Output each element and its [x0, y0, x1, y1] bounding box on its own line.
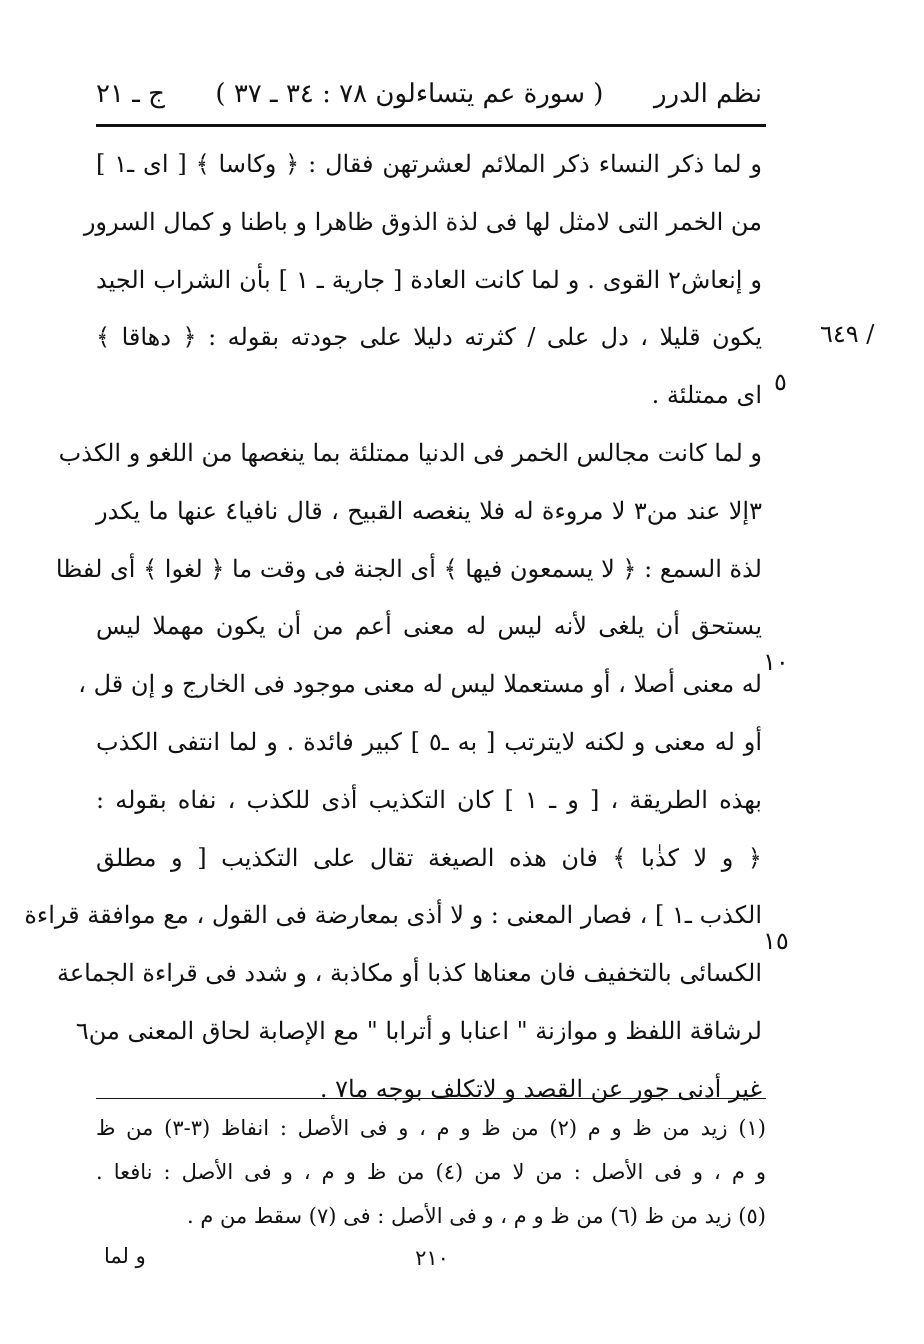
text-line: بهذه الطريقة ، [ و ـ ١ ] كان التكذيب أذى للكذب ، نفاه بقوله :	[96, 785, 762, 814]
text-line: من الخمر التى لامثل لها فى لذة الذوق ظاهرا و باطنا و كمال السرور	[83, 207, 762, 236]
catchword: و لما	[104, 1244, 146, 1268]
text-line: لرشاقة اللفظ و موازنة " اعنابا و أترابا " مع الإصابة لحاق المعنى من٦	[75, 1016, 762, 1045]
footnotes	[96, 1106, 766, 1238]
line-number-15: ١٥	[763, 927, 789, 955]
footnote-line: (٥) زيد من ظ (٦) من ظ و م ، و فى الأصل : فى (٧) سقط من م .	[186, 1204, 766, 1228]
page-number: ٢١٠	[415, 1246, 449, 1270]
header-rule	[96, 124, 766, 127]
volume-number: ج ـ ٢١	[96, 79, 165, 109]
line-number-10: ١٠	[763, 648, 789, 676]
text-line: يكون قليلا ، دل على / كثرته دليلا على جودته بقوله : ﴿ دهاقا ﴾	[96, 323, 762, 352]
footnote-line: (١) زيد من ظ و م (٢) من ظ و م ، و فى الأصل : انفاظ (٣-٣) من ظ	[96, 1116, 766, 1140]
footnote-rule	[96, 1098, 766, 1099]
text-line: ﴿ و لا كذٰبا ﴾ فان هذه الصيغة تقال على التكذيب [ و مطلق	[96, 843, 762, 872]
text-line: غير أدنى جور عن القصد و لاتكلف بوجه ما٧ .	[319, 1074, 762, 1103]
line-number-5: ٥	[774, 368, 787, 396]
text-line: اى ممتلئة .	[651, 381, 762, 410]
running-header	[96, 72, 762, 116]
text-line: لذة السمع : ﴿ لا يسمعون فيها ﴾ أى الجنة فى وقت ما ﴿ لغوا ﴾ أى لفظا	[55, 554, 762, 583]
text-line: ٣إلا عند من٣ لا مروءة له فلا ينغصه القبيح ، قال نافيا٤ عنها ما يكدر	[96, 496, 762, 525]
text-line: يستحق أن يلغى لأنه ليس له معنى أعم من أن يكون مهملا ليس	[96, 612, 762, 641]
text-line: له معنى أصلا ، أو مستعملا ليس له معنى موجود فى الخارج و إن قل ،	[78, 670, 762, 699]
text-line: أو له معنى و لكنه لايترتب [ به ـ٥ ] كبير فائدة . و لما انتفى الكذب	[96, 727, 762, 756]
book-title: نظم الدرر	[653, 79, 762, 109]
text-line: و لما ذكر النساء ذكر الملائم لعشرتهن فقال : ﴿ وكاسا ﴾ [ اى ـ١ ]	[96, 150, 763, 178]
text-line: الكسائى بالتخفيف فان معناها كذبا أو مكاذبة ، و شدد فى قراءة الجماعة	[56, 959, 762, 988]
surah-reference: ( سورة عم يتساءلون ٧٨ : ٣٤ ـ ٣٧ )	[215, 79, 604, 109]
margin-page-reference: ٦٤٩ /	[820, 320, 875, 348]
main-text	[24, 136, 763, 1119]
text-line: الكذب ـ١ ] ، فصار المعنى : و لا أذى بمعارضة فى القول ، مع موافقة قراءة	[24, 901, 762, 930]
text-line: و لما كانت مجالس الخمر فى الدنيا ممتلئة بما ينغصها من اللغو و الكذب	[58, 438, 762, 467]
text-line: و إنعاش٢ القوى . و لما كانت العادة [ جارية ـ ١ ] بأن الشراب الجيد	[96, 265, 763, 294]
footnote-line: و م ، و فى الأصل : من لا من (٤) من ظ و م ، و فى الأصل : نافعا .	[96, 1160, 766, 1184]
